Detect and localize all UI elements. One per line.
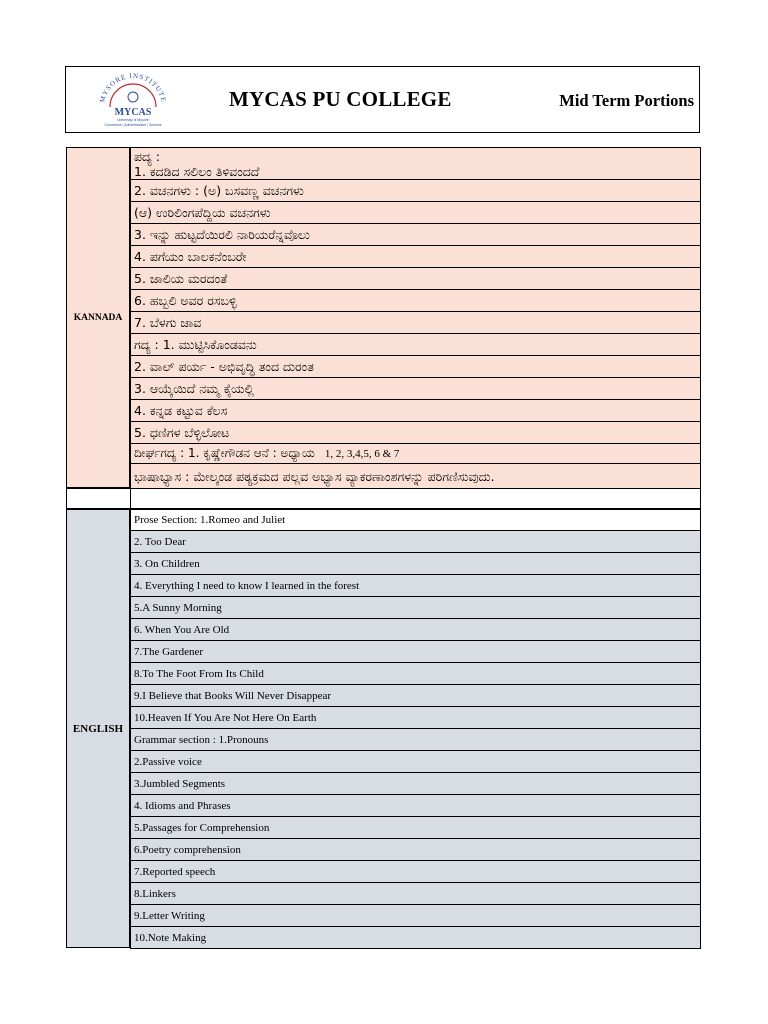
kannada-row <box>130 356 701 378</box>
english-row <box>130 927 701 949</box>
english-row <box>130 641 701 663</box>
kannada-row <box>130 224 701 246</box>
english-row <box>130 575 701 597</box>
kannada-row-text: 5. ಜಾಲಿಯ ಮರದಂತೆ <box>134 270 228 286</box>
logo-tagline-1: University of Mysore <box>117 118 149 122</box>
kannada-row-text: 1. ಕದಡಿದ ಸಲಿಲಂ ತಿಳಿವಂದದೆ <box>134 163 260 179</box>
kannada-row-text: 7. ಬೆಳಗು ಜಾವ <box>134 314 202 330</box>
kannada-row-text: 2. ವಚನಗಳು : (ಅ) ಬಸವಣ್ಣ ವಚನಗಳು <box>134 182 304 198</box>
english-row <box>130 773 701 795</box>
header-box <box>65 66 700 133</box>
long-prose-label: ದೀರ್ಘಗದ್ಯ : 1. ಕೃಷ್ಣೇಗೌಡನ ಆನೆ : ಅಧ್ಯಾಯ <box>134 446 315 460</box>
kannada-row-long-prose <box>130 444 701 464</box>
svg-text:MYSORE INSTITUTE <box>98 73 167 103</box>
english-row <box>130 619 701 641</box>
kannada-row-text: 5. ಧಣಿಗಳ ಬೆಳ್ಳಿಲೋಟ <box>134 424 230 440</box>
logo-arc-text: MYSORE INSTITUTE <box>98 73 168 104</box>
blank-separator-row <box>66 488 701 509</box>
english-row <box>130 509 701 531</box>
kannada-row <box>130 268 701 290</box>
english-row-text: 7.The Gardener <box>134 645 204 658</box>
kannada-row <box>130 246 701 268</box>
english-row-text: 2. Too Dear <box>134 535 186 548</box>
english-row-text: 5.Passages for Comprehension <box>134 821 270 834</box>
english-row-text: 9.Letter Writing <box>134 909 205 922</box>
english-row <box>130 883 701 905</box>
kannada-row <box>130 312 701 334</box>
kannada-row <box>130 334 701 356</box>
subject-label-english: ENGLISH <box>66 509 130 948</box>
kannada-portion-list <box>130 147 701 490</box>
english-row <box>130 685 701 707</box>
english-row-text: 4. Everything I need to know I learned in the forest <box>134 579 360 592</box>
english-row-text: Prose Section: 1.Romeo and Juliet <box>134 514 286 526</box>
subject-label-kannada: KANNADA <box>66 147 130 488</box>
english-row <box>130 839 701 861</box>
english-row-text: Grammar section : 1.Pronouns <box>134 733 269 746</box>
kannada-row-text: 6. ಹಬ್ಬಲಿ ಅವರ ರಸಬಳ್ಳಿ <box>134 292 237 308</box>
english-row <box>130 729 701 751</box>
english-row-text: 10.Note Making <box>134 931 207 944</box>
english-row <box>130 861 701 883</box>
kannada-row <box>130 378 701 400</box>
kannada-poetry-heading: ಪದ್ಯ : <box>134 148 160 164</box>
english-row-text: 8.To The Foot From Its Child <box>134 667 264 680</box>
kannada-row <box>130 180 701 202</box>
english-row-text: 3.Jumbled Segments <box>134 777 226 790</box>
english-row <box>130 531 701 553</box>
kannada-row-text: 4. ಕನ್ನಡ ಕಟ್ಟುವ ಕೆಲಸ <box>134 402 228 418</box>
logo-name: MYCAS <box>114 107 152 118</box>
kannada-row <box>130 400 701 422</box>
kannada-row-text: 2. ವಾಲ್ ಪರ್ಯ - ಅಭಿವೃದ್ಧಿ ತಂದ ದುರಂತ <box>134 358 314 374</box>
english-row-text: 5.A Sunny Morning <box>134 601 222 614</box>
kannada-row-text: 3. ಇನ್ನು ಹುಟ್ಟದೆಯಿರಲಿ ನಾರಿಯರೆನ್ನವೊಲು <box>134 226 311 242</box>
english-row-text: 8.Linkers <box>134 887 176 900</box>
kannada-row <box>130 290 701 312</box>
kannada-row-text: 4. ಪಗೆಯಂ ಬಾಲಕನೆಂಬರೇ <box>134 248 247 264</box>
kannada-row <box>130 422 701 444</box>
english-row-text: 10.Heaven If You Are Not Here On Earth <box>134 711 317 724</box>
english-row-text: 3. On Children <box>134 557 200 570</box>
kannada-row-text: (ಆ) ಉರಿಲಿಂಗಪೆದ್ದಿಯ ವಚನಗಳು <box>134 204 271 220</box>
english-row <box>130 905 701 927</box>
english-row-text: 2.Passive voice <box>134 755 202 768</box>
english-row-text: 6. When You Are Old <box>134 623 230 636</box>
english-row <box>130 707 701 729</box>
english-row-text: 4. Idioms and Phrases <box>134 799 231 812</box>
english-row <box>130 795 701 817</box>
kannada-grammar-text: ಭಾಷಾಭ್ಯಾಸ : ಮೇಲ್ಕಂಡ ಪಠ್ಯಕ್ರಮದ ಪಲ್ಲವ ಅಭ್ಯಾಸ ವ್ಯಾಕರಣಾಂಶಗಳನ್ನು ಪರಿಗಣಿಸುವುದು. <box>134 468 495 484</box>
english-row-text: 9.I Believe that Books Will Never Disappear <box>134 689 331 702</box>
english-row <box>130 751 701 773</box>
logo-tagline-2: Commerce | Administrative | Science <box>104 123 162 127</box>
college-title: MYCAS PU COLLEGE <box>229 87 452 111</box>
college-logo <box>90 73 176 129</box>
english-row-text: 6.Poetry comprehension <box>134 843 241 856</box>
english-row <box>130 597 701 619</box>
portion-title: Mid Term Portions <box>559 91 694 110</box>
kannada-row <box>130 202 701 224</box>
english-row <box>130 663 701 685</box>
english-row <box>130 817 701 839</box>
kannada-row <box>130 147 701 180</box>
kannada-row-text: ಗದ್ಯ : 1. ಮುಟ್ಟಿಸಿಕೊಂಡವನು <box>134 336 257 352</box>
english-portion-list <box>130 509 701 949</box>
long-prose-chapters: 1, 2, 3,4,5, 6 & 7 <box>324 447 400 460</box>
english-row <box>130 553 701 575</box>
english-row-text: 7.Reported speech <box>134 865 216 878</box>
kannada-row-text: 3. ಆಯ್ಕೆಯಿದೆ ನಮ್ಮ ಕೈಯಲ್ಲಿ <box>134 380 254 396</box>
kannada-row-grammar <box>130 464 701 490</box>
